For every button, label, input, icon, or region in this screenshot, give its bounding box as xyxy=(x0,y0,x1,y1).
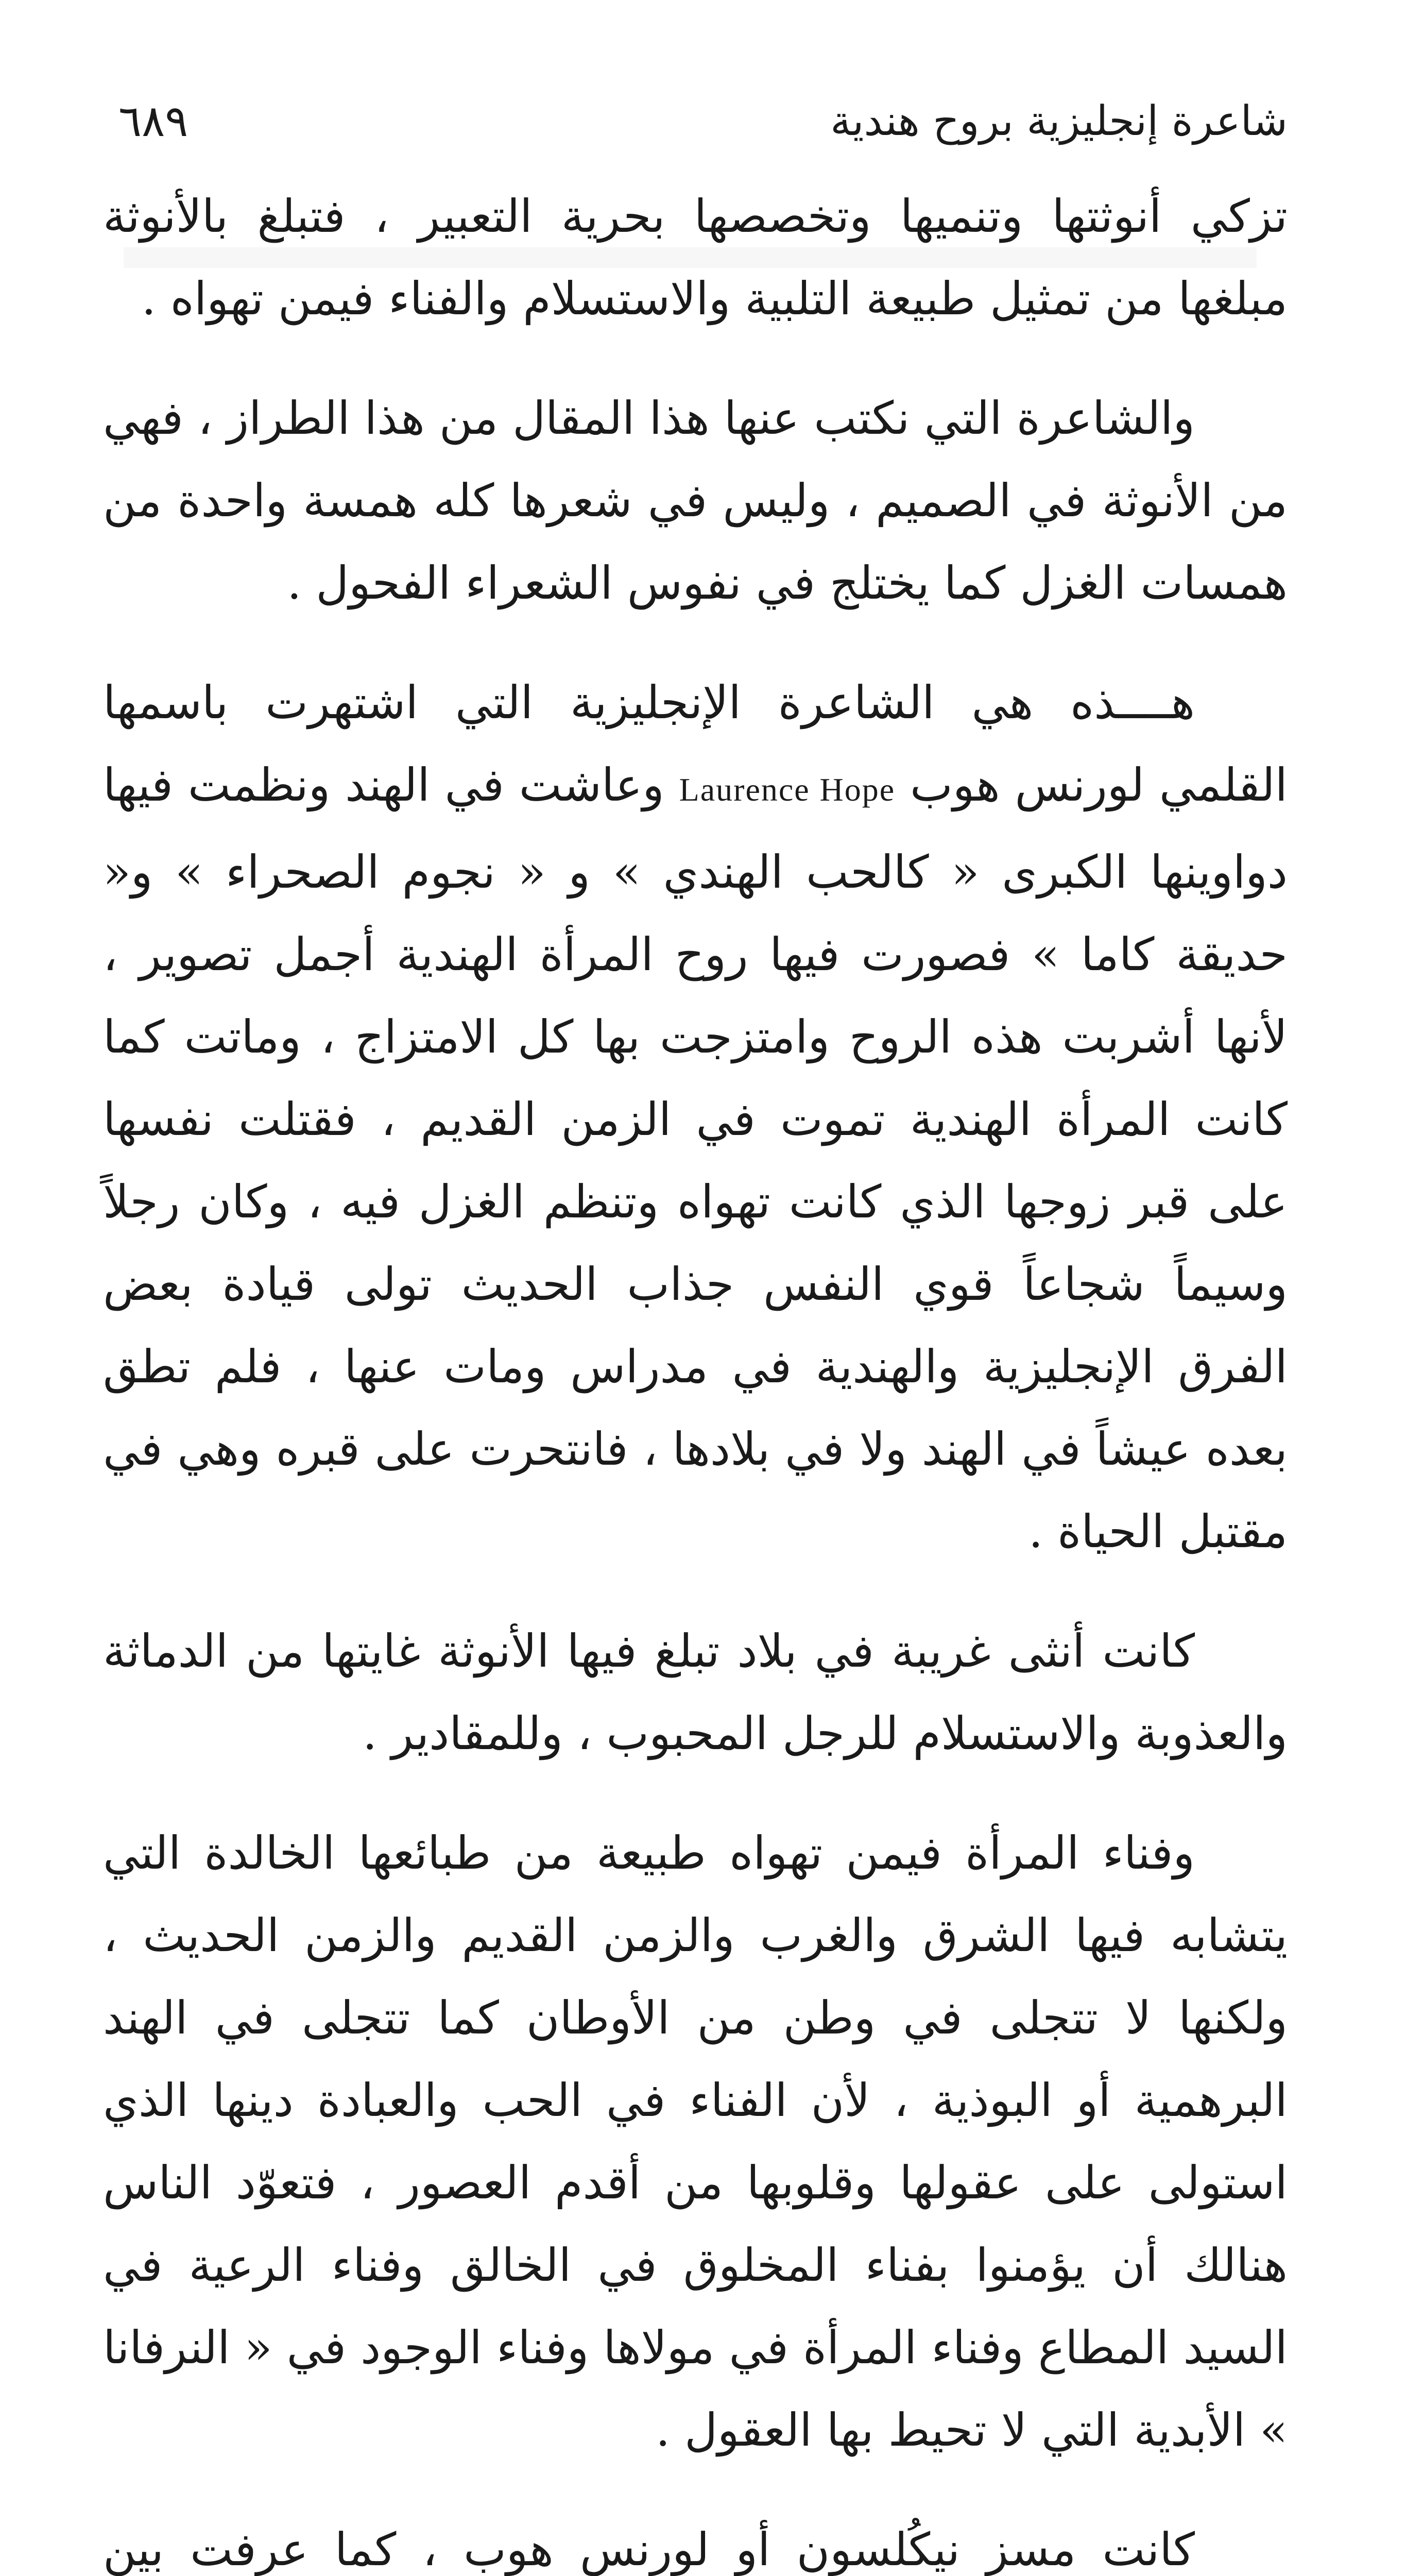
paragraph-2: والشاعرة التي نكتب عنها هذا المقال من هذا الطراز ، فهي من الأنوثة في الصميم ، وليس في شعرها كله همسة واحدة من همسات الغزل كما يختلج في نفوس الشعراء الفحول . xyxy=(103,392,1288,609)
paragraph-5: وفناء المرأة فيمن تهواه طبيعة من طبائعها الخالدة التي يتشابه فيها الشرق والغرب والزمن القديم والزمن الحديث ، ولكنها لا تتجلى في وطن من الأوطان كما تتجلى في الهند البرهمية أو البوذية ، لأن الفناء في الحب والعبادة دينها الذي استولى على عقولها وقلوبها من أقدم العصور ، فتعوّد الناس هنالك أن يؤمنوا بفناء المخلوق في الخالق وفناء الرعية في السيد المطاع وفناء المرأة في مولاها وفناء الوجود في « النرفانا » الأبدية التي لا تحيط بها العقول . xyxy=(103,1826,1288,2456)
paragraph-3-part-1: هــــذه هي الشاعرة الإنجليزية التي اشتهرت باسمها القلمي لورنس هوب xyxy=(103,676,1288,811)
latin-name: Laurence Hope xyxy=(679,771,896,808)
paragraph-6: كانت مسز نيكُلسون أو لورنس هوب ، كما عرفت بين xyxy=(103,2523,1195,2576)
page-number: ٦٨٩ xyxy=(118,96,188,146)
paragraph-3-part-2: وعاشت في الهند ونظمت فيها دواوينها الكبرى « كالحب الهندي » و « نجوم الصحراء » و« حديقة كاما » فصورت فيها روح المرأة الهندية أجمل تصوير ، لأنها أشربت هذه الروح وامتزجت بها كل الامتزاج ، وماتت كما كانت المرأة الهندية تموت في الزمن القديم ، فقتلت نفسها على قبر زوجها الذي كانت تهواه وتنظم الغزل فيه ، وكان رجلاً وسيماً شجاعاً قوي النفس جذاب الحديث تولى قيادة بعض الفرق الإنجليزية والهندية في مدراس ومات عنها ، فلم تطق بعده عيشاً في الهند ولا في بلادها ، فانتحرت على قبره وهي في مقتبل الحياة . xyxy=(103,758,1288,1558)
running-title: شاعرة إنجليزية بروح هندية xyxy=(830,97,1288,145)
paragraph-3 xyxy=(103,662,1288,1573)
page-header xyxy=(103,88,1288,155)
page-body xyxy=(103,175,1288,2576)
paragraph-4: كانت أنثى غريبة في بلاد تبلغ فيها الأنوثة غايتها من الدماثة والعذوبة والاستسلام للرجل المحبوب ، وللمقادير . xyxy=(103,1624,1288,1760)
paragraph-1: تزكي أنوثتها وتنميها وتخصصها بحرية التعبير ، فتبلغ بالأنوثة مبلغها من تمثيل طبيعة التلبية والاستسلام والفناء فيمن تهواه . xyxy=(103,190,1288,325)
